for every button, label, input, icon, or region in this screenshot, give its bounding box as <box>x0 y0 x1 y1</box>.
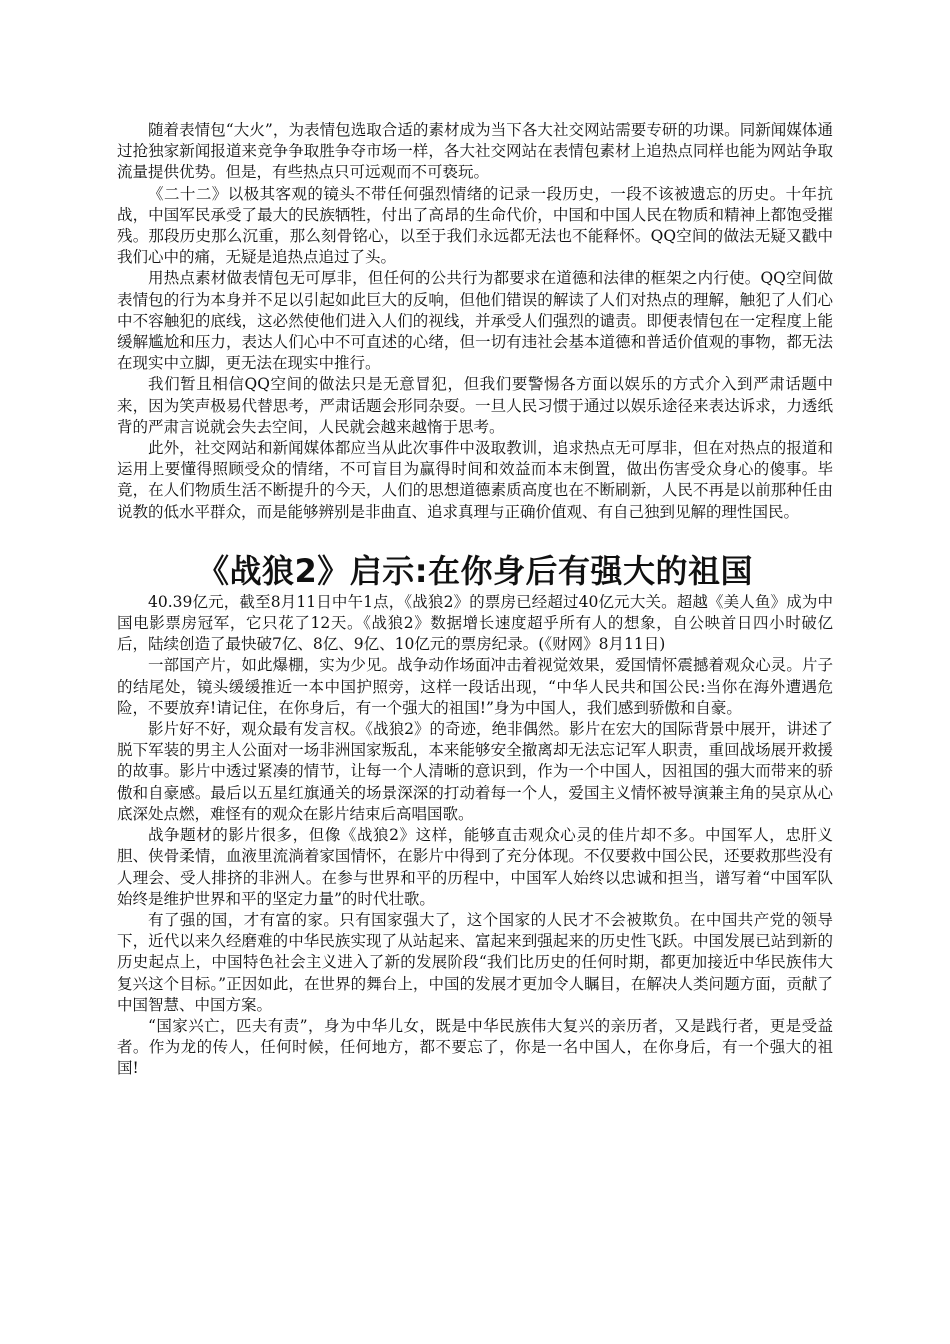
section-spacer <box>117 523 833 538</box>
section-emoji-editorial <box>117 120 833 523</box>
article-title: 《战狼2》启示:在你身后有强大的祖国 <box>196 551 754 590</box>
paragraph: “国家兴亡，匹夫有责”，身为中华儿女，既是中华民族伟大复兴的亲历者，又是践行者，更是受益者。作为龙的传人，任何时候，任何地方，都不要忘了，你是一名中国人，在你身后，有一个强大的祖国! <box>117 1016 833 1078</box>
paragraph: 一部国产片，如此爆棚，实为少见。战争动作场面冲击着视觉效果，爱国情怀震撼着观众心灵。片子的结尾处，镜头缓缓推近一本中国护照旁，这样一段话出现，“中华人民共和国公民:当你在海外遭遇危险，不要放弃!请记住，在你身后，有一个强大的祖国!”身为中国人，我们感到骄傲和自豪。 <box>117 656 833 717</box>
paragraph: 有了强的国，才有富的家。只有国家强大了，这个国家的人民才不会被欺负。在中国共产党的领导下，近代以来久经磨难的中华民族实现了从站起来、富起来到强起来的历史性飞跃。中国发展已站到新的历史起点上，中国特色社会主义进入了新的发展阶段“我们比历史的任何时期，都更加接近中华民族伟大复兴这个目标。”正因如此，在世界的舞台上，中国的发展才更加令人瞩目，在解决人类问题方面，贡献了中国智慧、中国方案。 <box>117 910 833 1014</box>
paragraph: 影片好不好，观众最有发言权。《战狼2》的奇迹，绝非偶然。影片在宏大的国际背景中展开，讲述了脱下军装的男主人公面对一场非洲国家叛乱，本来能够安全撤离却无法忘记军人职责，重回战场展开救援的故事。影片中透过紧凑的情节，让每一个人清晰的意识到，作为一个中国人，因祖国的强大而带来的骄傲和自豪感。最后以五星红旗通关的场景深深的打动着每一个人，爱国主义情怀被导演兼主角的吴京从心底深处点燃，难怪有的观众在影片结束后高唱国歌。 <box>117 720 833 823</box>
paragraph: 战争题材的影片很多，但像《战狼2》这样，能够直击观众心灵的佳片却不多。中国军人，忠肝义胆、侠骨柔情，血液里流淌着家国情怀，在影片中得到了充分体现。不仅要救中国公民，还要救那些没有人理会、受人排挤的非洲人。在参与世界和平的历程中，中国军人始终以忠诚和担当，谱写着“中国军队始终是维护世界和平的坚定力量”的时代壮歌。 <box>117 826 833 908</box>
paragraph: 《二十二》以极其客观的镜头不带任何强烈情绪的记录一段历史，一段不该被遗忘的历史。十年抗战，中国军民承受了最大的民族牺牲，付出了高昂的生命代价，中国和中国人民在物质和精神上都饱受摧残。那段历史那么沉重，那么刻骨铭心，以至于我们永远都无法也不能释怀。QQ空间的做法无疑又戳中我们心中的痛，无疑是追热点追过了头。 <box>117 184 833 267</box>
document-page <box>117 120 833 1080</box>
paragraph: 40.39亿元，截至8月11日中午1点，《战狼2》的票房已经超过40亿元大关。超越《美人鱼》成为中国电影票房冠军，它只花了12天。《战狼2》数据增长速度超乎所有人的想象，自公映首日四小时破亿后，陆续创造了最快破7亿、8亿、9亿、10亿元的票房纪录。(《财网》8月11日) <box>117 592 833 654</box>
paragraph: 我们暂且相信QQ空间的做法只是无意冒犯，但我们要警惕各方面以娱乐的方式介入到严肃话题中来，因为笑声极易代替思考，严肃话题会形同杂耍。一旦人民习惯于通过以娱乐途径来表达诉求，力透纸背的严肃言说就会失去空间，人民就会越来越惰于思考。 <box>117 375 833 436</box>
paragraph: 随着表情包“大火”，为表情包选取合适的素材成为当下各大社交网站需要专研的功课。同新闻媒体通过抢独家新闻报道来竞争争取胜争夺市场一样，各大社交网站在表情包素材上追热点同样也能为网站争取流量提供优势。但是，有些热点只可远观而不可亵玩。 <box>117 121 833 182</box>
paragraph: 用热点素材做表情包无可厚非，但任何的公共行为都要求在道德和法律的框架之内行使。QQ空间做表情包的行为本身并不足以引起如此巨大的反响，但他们错误的解读了人们对热点的理解，触犯了人们心中不容触犯的底线，这必然使他们进入人们的视线，并承受人们强烈的谴责。即便表情包在一定程度上能缓解尴尬和压力，表达人们心中不可直述的心绪，但一切有违社会基本道德和普适价值观的事物，都无法在现实中立脚，更无法在现实中推行。 <box>117 269 833 373</box>
section-wolf-warrior <box>117 552 833 1080</box>
paragraph: 此外，社交网站和新闻媒体都应当从此次事件中汲取教训，追求热点无可厚非，但在对热点的报道和运用上要懂得照顾受众的情绪，不可盲目为赢得时间和效益而本末倒置，做出伤害受众身心的傻事。毕竟，在人们物质生活不断提升的今天，人们的思想道德素质高度也在不断刷新，人民不再是以前那种任由说教的低水平群众，而是能够辨别是非曲直、追求真理与正确价值观、有自己独到见解的理性国民。 <box>117 439 833 521</box>
